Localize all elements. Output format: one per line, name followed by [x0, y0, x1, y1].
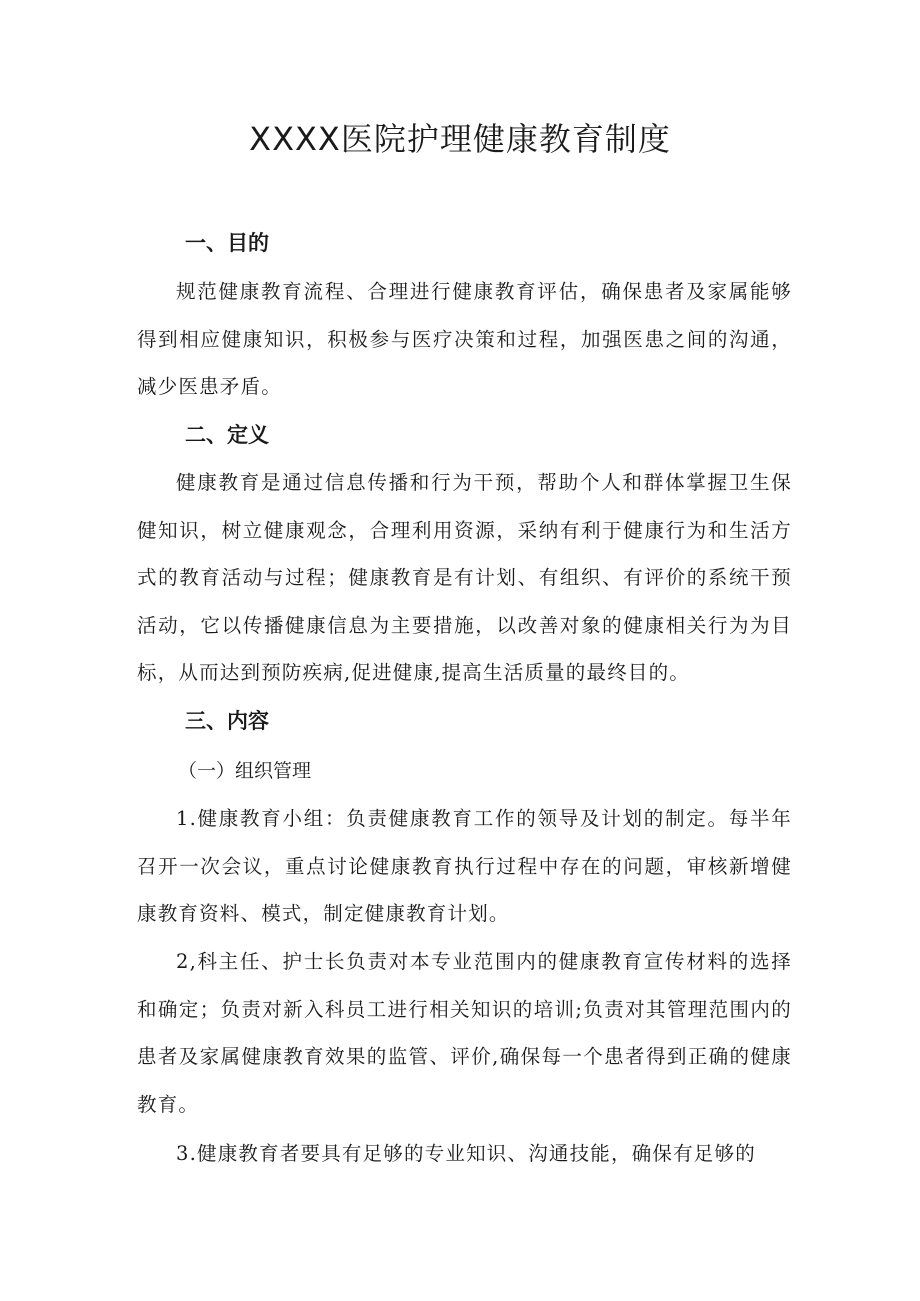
paragraph-definition: 健康教育是通过信息传播和行为干预，帮助个人和群体掌握卫生保健知识，树立健康观念，合理利用资源，采纳有利于健康行为和生活方式的教育活动与过程；健康教育是有计划、有组织、有评价的系统干预活动，它以传播健康信息为主要措施，以改善对象的健康相关行为为目标，从而达到预防疾病,促进健康,提高生活质量的最终目的。 — [137, 471, 792, 684]
paragraph-purpose: 规范健康教育流程、合理进行健康教育评估，确保患者及家属能够得到相应健康知识，积极参与医疗决策和过程，加强医患之间的沟通，减少医患矛盾。 — [137, 280, 792, 398]
section-heading-definition: 二、定义 — [185, 423, 269, 447]
document-title: XXXX医院护理健康教育制度 — [249, 120, 671, 158]
paragraph-item-1: 1.健康教育小组：负责健康教育工作的领导及计划的制定。每半年召开一次会议，重点讨论健康教育执行过程中存在的问题，审核新增健康教育资料、模式，制定健康教育计划。 — [137, 807, 792, 925]
section-heading-content: 三、内容 — [185, 709, 269, 733]
paragraph-item-2: 2,科主任、护士长负责对本专业范围内的健康教育宣传材料的选择和确定；负责对新入科员工进行相关知识的培训;负责对其管理范围内的患者及家属健康教育效果的监管、评价,确保每一个患者得到正确的健康教育。 — [137, 950, 792, 1116]
section-heading-purpose: 一、目的 — [185, 231, 269, 255]
subsection-heading-organization: （一）组织管理 — [178, 760, 312, 782]
paragraph-item-3: 3.健康教育者要具有足够的专业知识、沟通技能，确保有足够的 — [176, 1142, 756, 1165]
